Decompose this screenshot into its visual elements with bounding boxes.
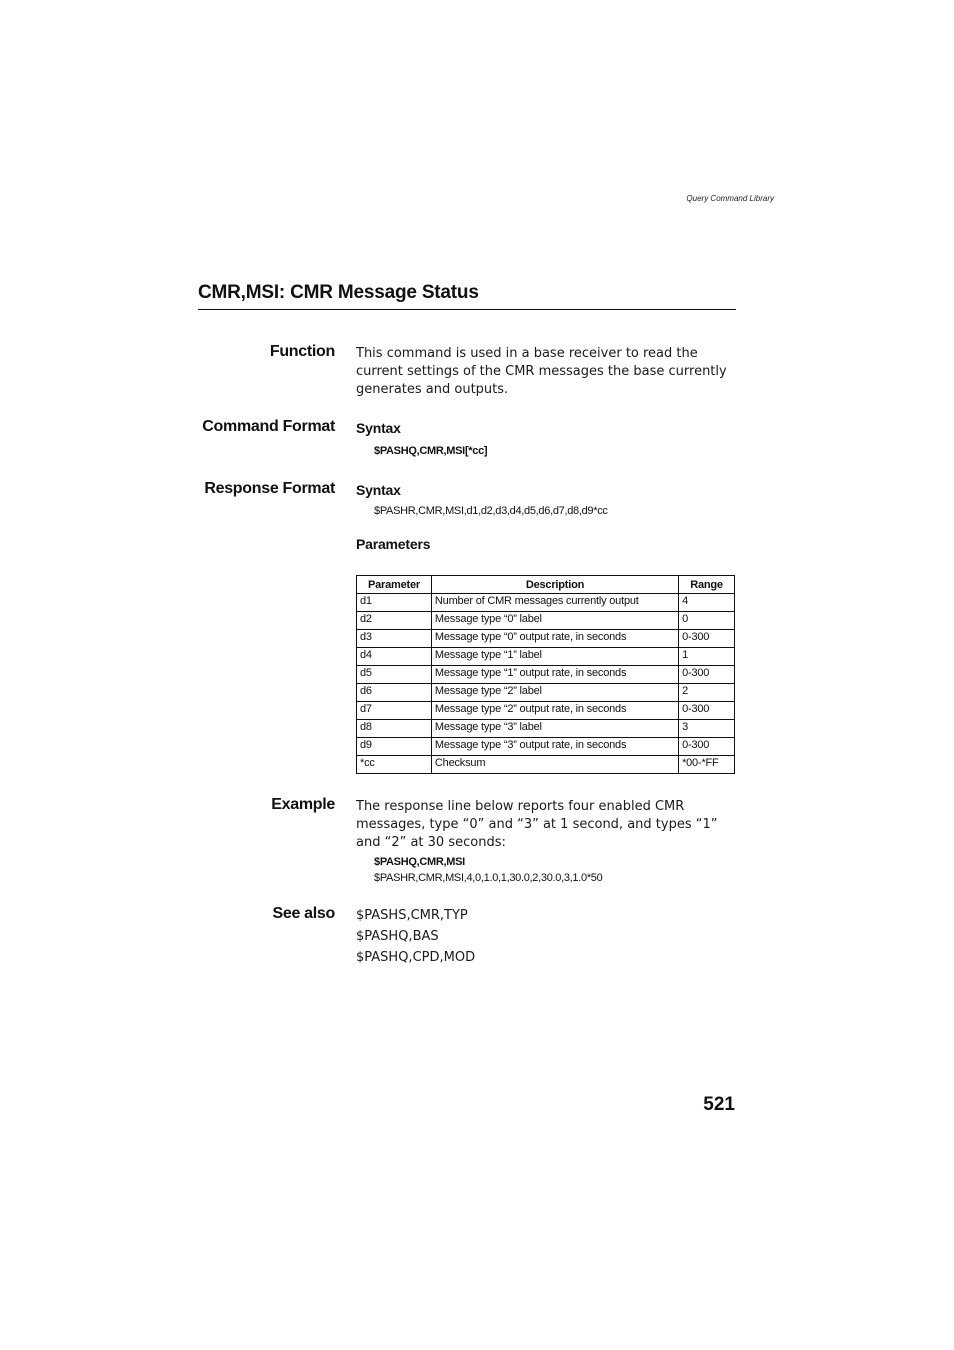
column-header-range: Range	[679, 576, 735, 594]
cell-parameter: *cc	[357, 756, 432, 774]
parameters-table	[356, 575, 735, 774]
cell-description: Message type “1” label	[431, 648, 678, 666]
command-syntax: $PASHQ,CMR,MSI[*cc]	[374, 445, 488, 457]
cell-range: 3	[679, 720, 735, 738]
cell-parameter: d6	[357, 684, 432, 702]
table-header-row	[357, 576, 735, 594]
table-row	[357, 666, 735, 684]
cell-range: *00-*FF	[679, 756, 735, 774]
example-response: $PASHR,CMR,MSI,4,0,1.0,1,30.0,2,30.0,3,1.0*50	[374, 872, 603, 884]
table-row	[357, 702, 735, 720]
cell-description: Message type “2” label	[431, 684, 678, 702]
function-text: This command is used in a base receiver to read the current settings of the CMR messages the base currently generates and outputs.	[356, 346, 727, 397]
example-text: The response line below reports four enabled CMR messages, type “0” and “3” at 1 second, and types “1” and “2” at 30 seconds:	[356, 799, 718, 850]
function-label: Function	[269, 343, 335, 360]
response-syntax: $PASHR,CMR,MSI,d1,d2,d3,d4,d5,d6,d7,d8,d9*cc	[374, 505, 608, 517]
example-label: Example	[271, 796, 335, 813]
see-also-list	[356, 905, 475, 968]
cell-range: 2	[679, 684, 735, 702]
command-format-label: Command Format	[202, 418, 335, 435]
cell-description: Message type “3” output rate, in seconds	[431, 738, 678, 756]
table-row	[357, 594, 735, 612]
cell-parameter: d9	[357, 738, 432, 756]
cell-description: Message type “2” output rate, in seconds	[431, 702, 678, 720]
response-format-label: Response Format	[204, 480, 335, 497]
cell-description: Message type “0” label	[431, 612, 678, 630]
cell-parameter: d4	[357, 648, 432, 666]
cell-parameter: d5	[357, 666, 432, 684]
cell-parameter: d7	[357, 702, 432, 720]
see-also-item: $PASHQ,CPD,MOD	[356, 950, 476, 965]
cell-range: 1	[679, 648, 735, 666]
cell-range: 0-300	[679, 666, 735, 684]
cell-range: 0-300	[679, 702, 735, 720]
cell-range: 0-300	[679, 630, 735, 648]
column-header-description: Description	[431, 576, 678, 594]
title-rule	[198, 309, 736, 310]
command-syntax-heading: Syntax	[356, 420, 401, 436]
see-also-label: See also	[272, 905, 335, 922]
running-header: Query Command Library	[686, 194, 774, 203]
cell-parameter: d2	[357, 612, 432, 630]
response-syntax-heading: Syntax	[356, 482, 401, 498]
cell-description: Number of CMR messages currently output	[431, 594, 678, 612]
cell-parameter: d8	[357, 720, 432, 738]
page-title: CMR,MSI: CMR Message Status	[198, 282, 479, 303]
cell-description: Checksum	[431, 756, 678, 774]
see-also-item: $PASHS,CMR,TYP	[356, 908, 468, 923]
cell-range: 0	[679, 612, 735, 630]
cell-range: 0-300	[679, 738, 735, 756]
cell-range: 4	[679, 594, 735, 612]
cell-parameter: d1	[357, 594, 432, 612]
cell-description: Message type “0” output rate, in seconds	[431, 630, 678, 648]
table-row	[357, 738, 735, 756]
cell-description: Message type “1” output rate, in seconds	[431, 666, 678, 684]
column-header-parameter: Parameter	[357, 576, 432, 594]
cell-parameter: d3	[357, 630, 432, 648]
table-row	[357, 648, 735, 666]
table-row	[357, 612, 735, 630]
example-query: $PASHQ,CMR,MSI	[374, 856, 465, 868]
table-row	[357, 684, 735, 702]
cell-description: Message type “3” label	[431, 720, 678, 738]
table-row	[357, 756, 735, 774]
table-row	[357, 720, 735, 738]
parameters-heading: Parameters	[356, 536, 431, 552]
page-number: 521	[703, 1094, 735, 1115]
table-row	[357, 630, 735, 648]
see-also-item: $PASHQ,BAS	[356, 929, 439, 944]
